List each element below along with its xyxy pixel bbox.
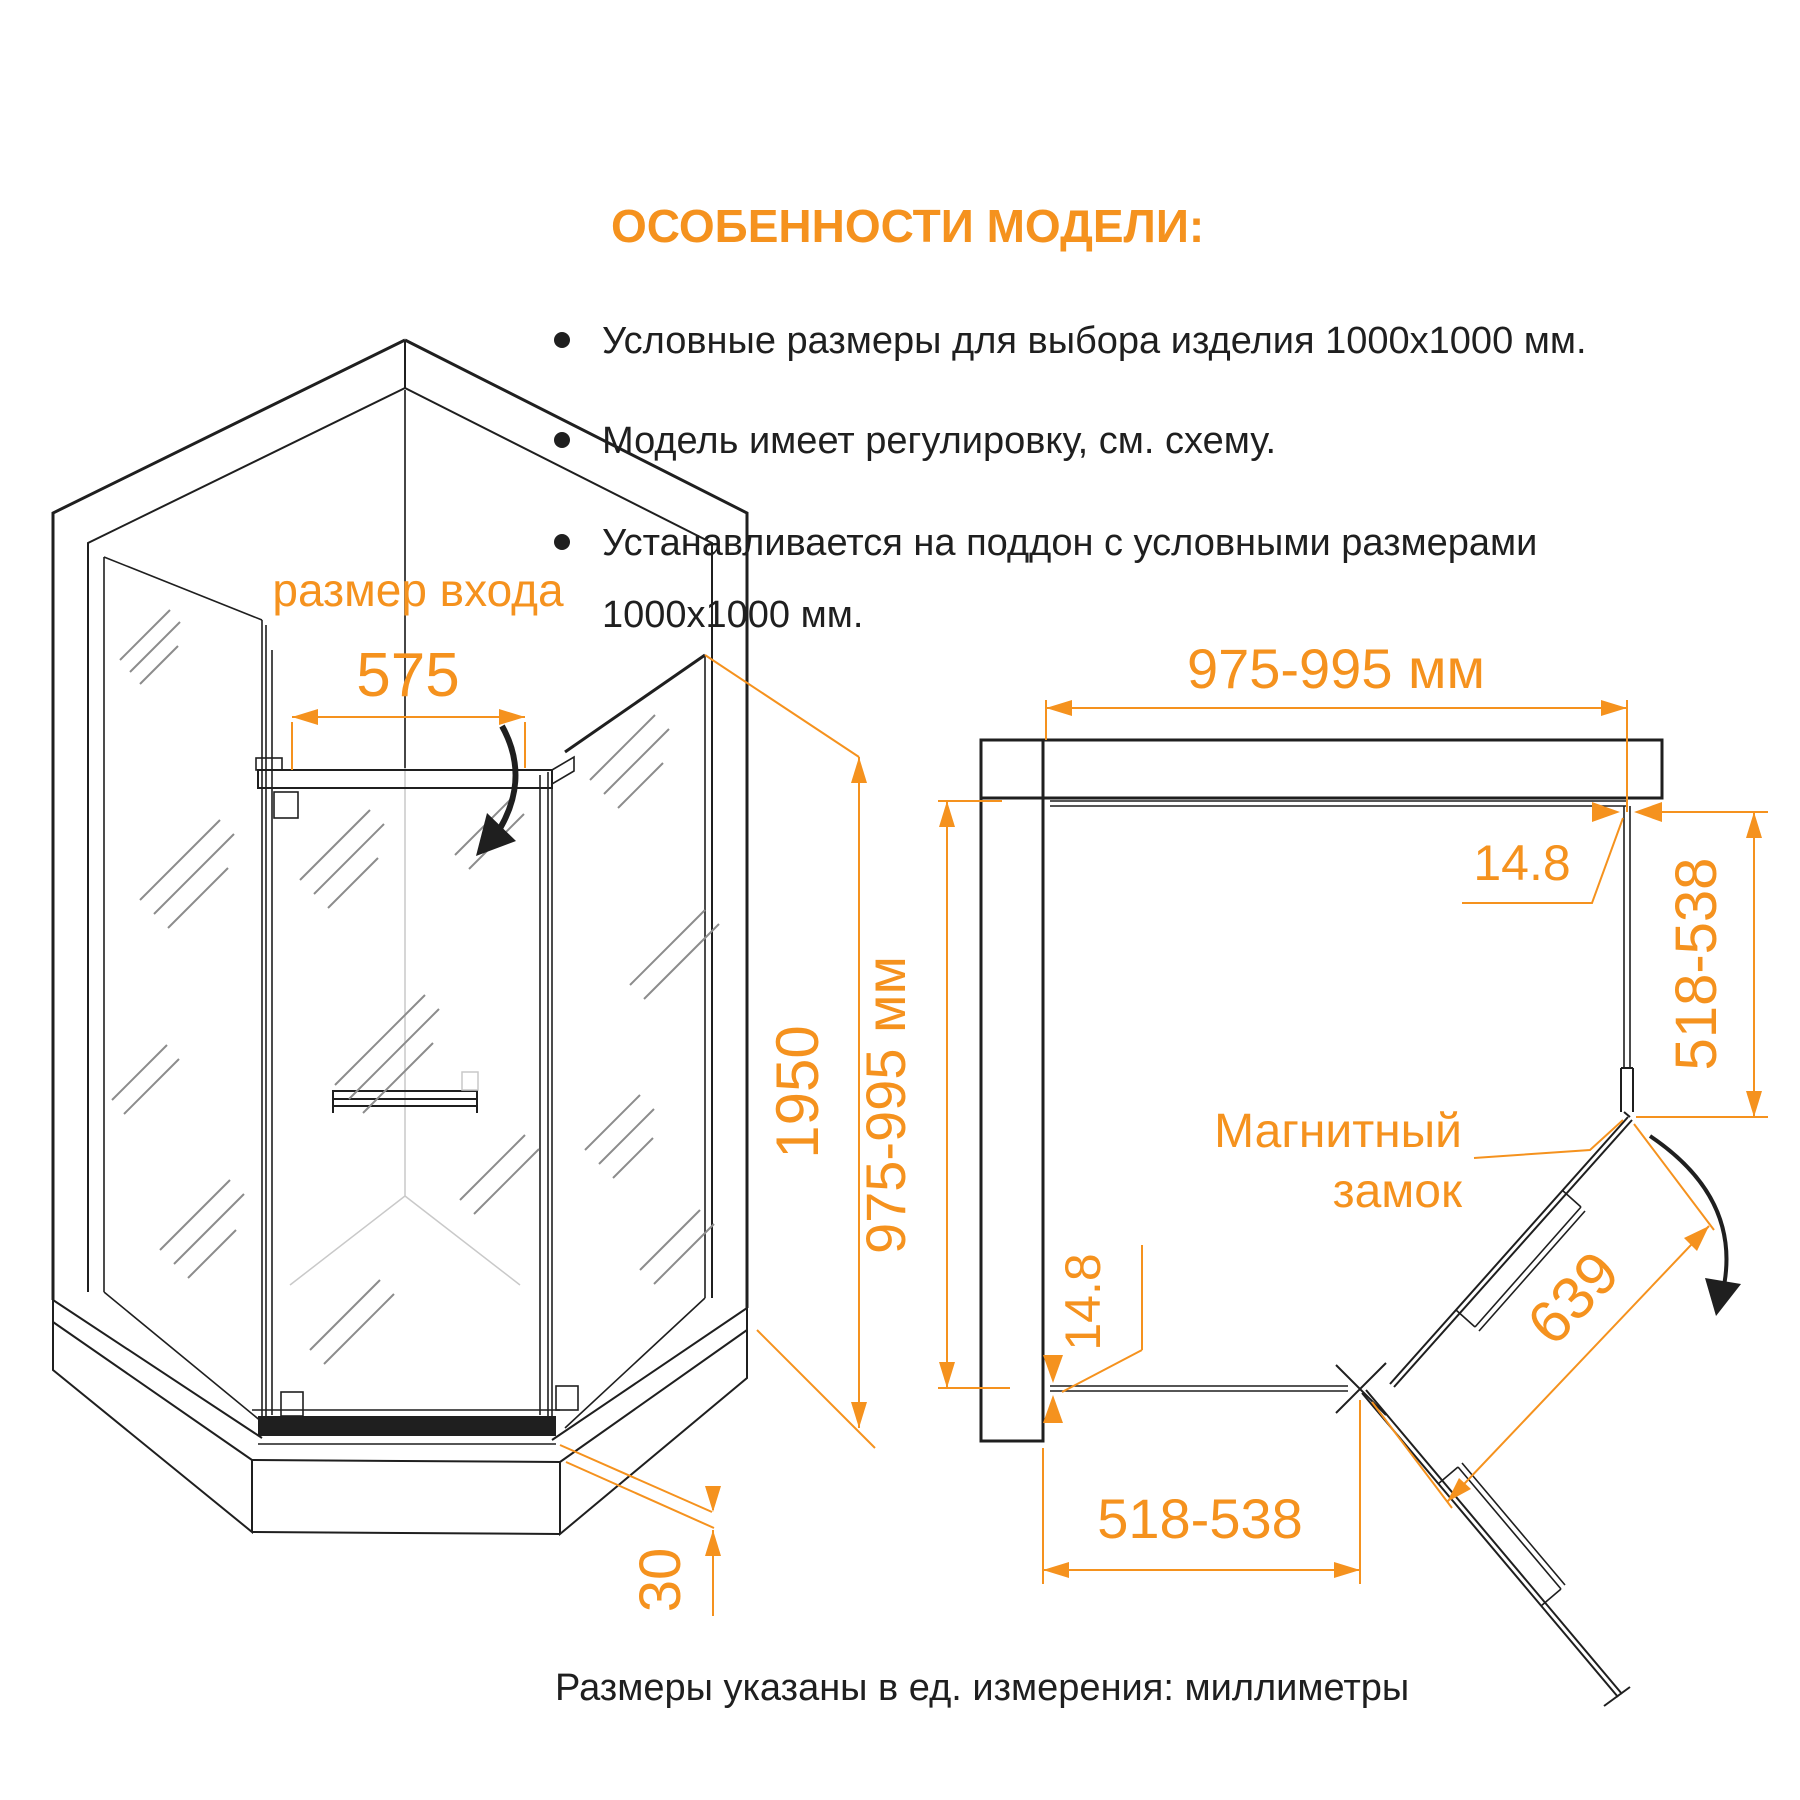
top-glass-panel xyxy=(1050,801,1626,806)
height-value: 1950 xyxy=(764,1025,831,1159)
dimension-arrow-icon xyxy=(1046,700,1072,716)
adjust-top-value: 14.8 xyxy=(1473,835,1571,891)
depth-dimension-line xyxy=(938,801,1010,1388)
left-glass-panel xyxy=(104,557,262,1422)
door-left-post xyxy=(262,620,272,1418)
right-glass-hatch xyxy=(585,715,719,1284)
dimension-arrow-icon xyxy=(705,1530,721,1556)
dimension-arrow-icon xyxy=(1601,700,1627,716)
side-bottom-value: 518-538 xyxy=(1097,1487,1303,1550)
dimension-arrow-icon xyxy=(851,757,867,783)
dimension-arrow-icon xyxy=(1334,1562,1360,1578)
magnetic-lock-label-1: Магнитный xyxy=(1214,1105,1462,1158)
right-glass-top-edge xyxy=(565,655,705,752)
adjust-arrow-icon xyxy=(1043,1355,1063,1383)
right-wall-outer-edge xyxy=(405,340,747,1308)
feature-bullet-3: Устанавливается на поддон с условными размерами xyxy=(602,522,1538,564)
right-glass-profile xyxy=(1621,1068,1633,1117)
dimension-arrow-icon xyxy=(939,1362,955,1388)
entry-width-value: 575 xyxy=(356,641,460,710)
left-wall-inner-edge xyxy=(88,388,405,1292)
top-rail-left-cap xyxy=(256,758,282,770)
units-caption: Размеры указаны в ед. измерения: миллиметры xyxy=(555,1667,1410,1709)
door-glass-hatch xyxy=(300,800,539,1364)
bullet-dot xyxy=(554,432,570,448)
top-rail-right-cap xyxy=(552,757,574,784)
right-glass-panel xyxy=(1624,806,1630,1068)
feature-bullet-1: Условные размеры для выбора изделия 1000x1000 мм. xyxy=(602,320,1587,362)
magnetic-lock-leader xyxy=(1474,1120,1623,1158)
entry-dimension-line xyxy=(292,717,525,770)
magnetic-lock-label-2: замок xyxy=(1332,1165,1462,1218)
door-swing-arrow xyxy=(494,726,515,838)
header xyxy=(554,200,1587,636)
top-view-drawing xyxy=(854,637,1768,1706)
left-wall xyxy=(981,740,1043,1441)
dimension-arrow-icon xyxy=(705,1486,721,1512)
dimension-arrow-icon xyxy=(851,1402,867,1428)
left-glass-hatch xyxy=(112,610,244,1278)
adjust-arrow-icon xyxy=(1043,1395,1063,1423)
bottom-hinge-block-right xyxy=(556,1386,578,1410)
bullet-dot xyxy=(554,332,570,348)
dimension-arrow-icon xyxy=(1746,812,1762,838)
entry-size-label: размер входа xyxy=(272,564,564,616)
feature-bullet-3-cont: 1000x1000 мм. xyxy=(602,594,864,636)
bottom-glass-panel xyxy=(1050,1386,1348,1391)
handle-mount xyxy=(462,1072,478,1090)
tray-height-value: 30 xyxy=(628,1547,693,1613)
dimension-arrow-icon xyxy=(939,801,955,827)
dimension-arrow-icon xyxy=(292,709,318,725)
page-title: ОСОБЕННОСТИ МОДЕЛИ: xyxy=(611,200,1205,252)
door-bottom-rail xyxy=(258,1416,556,1436)
dimension-arrow-icon xyxy=(499,709,525,725)
tray-rim-outer xyxy=(53,1322,747,1462)
right-glass-panel xyxy=(565,655,705,1428)
door-swing-arrowhead-icon xyxy=(1705,1278,1741,1316)
width-dimension-line xyxy=(1046,700,1627,812)
depth-value: 975-995 мм xyxy=(854,955,917,1255)
door-open-position xyxy=(1362,1390,1622,1697)
door-right-post xyxy=(540,770,552,1418)
top-hinge-block xyxy=(274,792,298,818)
side-right-value: 518-538 xyxy=(1664,857,1729,1071)
dimension-arrow-icon xyxy=(1043,1562,1069,1578)
bullet-dot xyxy=(554,534,570,550)
left-wall-outer-edge xyxy=(53,340,405,1300)
width-value: 975-995 мм xyxy=(1186,637,1486,700)
door-swing-arrowhead-icon xyxy=(476,813,516,856)
door-open-end-cap xyxy=(1604,1687,1630,1706)
adjust-arrow-icon xyxy=(1592,802,1620,822)
top-wall xyxy=(981,740,1662,798)
adjust-bottom-value: 14.8 xyxy=(1055,1253,1111,1351)
feature-bullet-2: Модель имеет регулировку, см. схему. xyxy=(602,420,1277,462)
bottom-hinge-block-left xyxy=(281,1392,303,1416)
dimension-arrow-icon xyxy=(1746,1091,1762,1117)
door-width-value: 639 xyxy=(1514,1238,1632,1358)
